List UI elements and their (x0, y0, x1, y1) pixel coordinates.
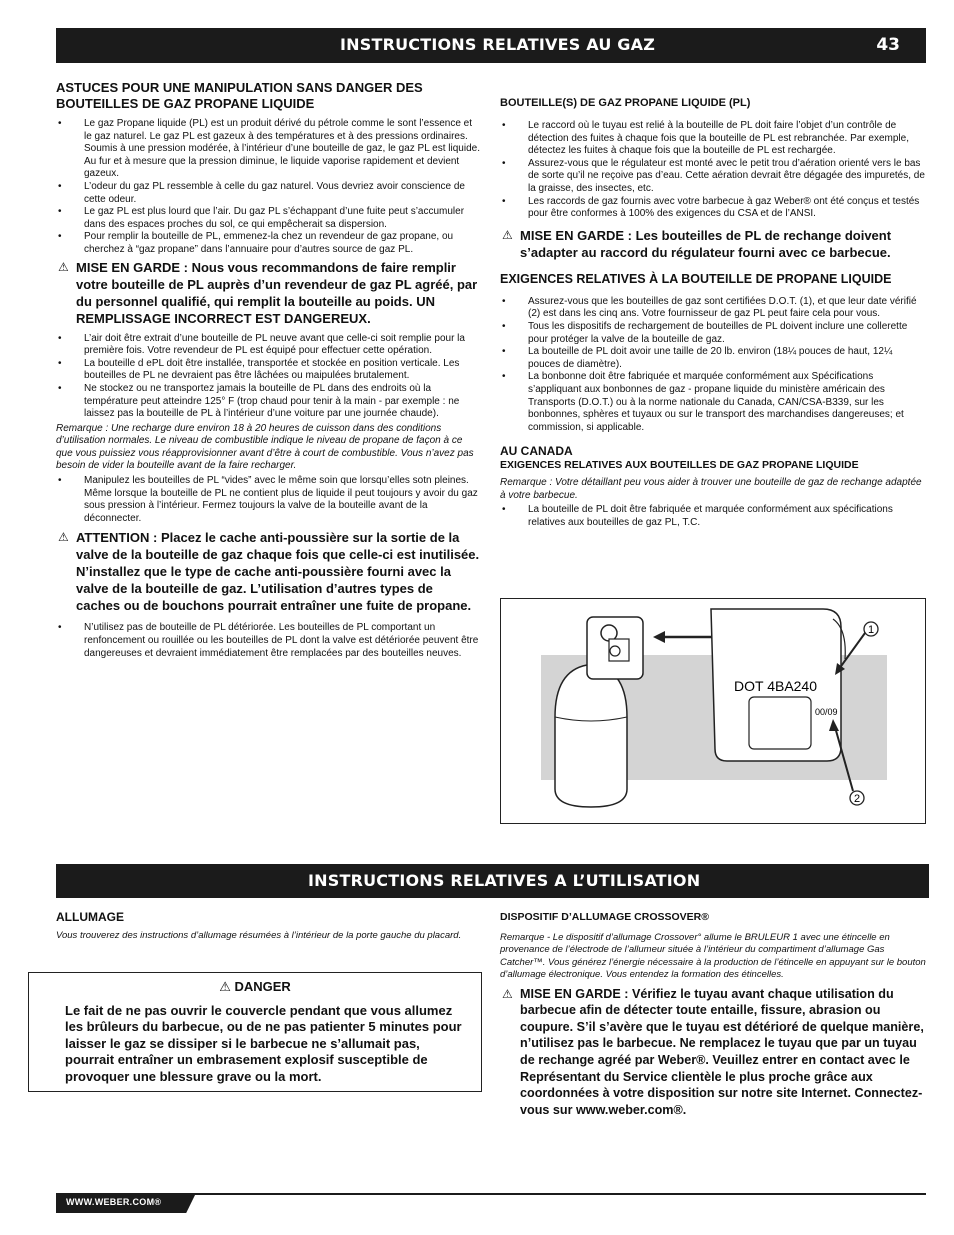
warning-hose: ⚠ MISE EN GARDE : Vérifiez le tuyau avant chaque utilisation du barbecue afin de détecter toute entaille, fissure, abrasion ou coupure. S’il s’avère que le tuyau est détérioré de quelque manière, n’utilisez pas le barbecue. Ne remplacez le tuyau que par un tuyau de rechange agréé par Weber®. Veuillez entrer en contact avec le Représentant du Service clientèle le plus proche grâce aux coordonnées à votre disposition sur notre site Internet. Connectez-vous sur www.weber.com®. (502, 986, 924, 1117)
left-column (56, 80, 480, 660)
plate-window (749, 697, 811, 749)
list-item: • Manipulez les bouteilles de PL “vides” avec le même soin que lorsqu’elles sotn pleines. Même lorsque la bouteille de PL ne contient plus de liquide il peut toujours y avoir du gaz sous pression à l’intérieur. Fermez toujours la valve de la bouteille avant de la déconnecter. (56, 475, 480, 525)
warning-icon: ⚠ (58, 259, 69, 274)
cylinder-body (555, 665, 627, 807)
usage-banner (56, 864, 929, 898)
right-column (500, 96, 926, 530)
safety-list-4 (56, 622, 480, 660)
page-number: 43 (876, 35, 900, 55)
requirements-heading: EXIGENCES RELATIVES À LA BOUTEILLE DE PROPANE LIQUIDE (500, 271, 892, 286)
safety-list-1 (56, 118, 480, 257)
footer-url: WWW.WEBER.COM® (66, 1197, 162, 1207)
arrow-head (653, 631, 665, 643)
usage-title: INSTRUCTIONS RELATIVES A L’UTILISATION (308, 871, 701, 890)
callout-1-number: 1 (867, 624, 875, 636)
safety-heading: ASTUCES POUR UNE MANIPULATION SANS DANGER DES BOUTEILLES DE GAZ PROPANE LIQUIDE (56, 80, 423, 111)
danger-box (28, 972, 482, 1092)
allumage-note: Vous trouverez des instructions d’allumage résumées à l’intérieur de la porte gauche du placard. (56, 930, 462, 941)
list-item: • Assurez-vous que les bouteilles de gaz sont certifiées D.O.T. (1), et que leur date vérifié (2) est dans les cinq ans. Votre fournisseur de gaz PL peut faire cela pour vous. (500, 296, 926, 321)
list-item: • Pour remplir la bouteille de PL, emmenez-la chez un revendeur de gaz propane, ou cherchez à “gaz propane” dans l’annuaire pour d’autres source de gaz PL. (56, 231, 480, 256)
canada-note: Remarque : Votre détaillant peu vous aider à trouver une bouteille de gaz de rechange adaptée à votre barbecue. (500, 477, 922, 501)
allumage-heading: ALLUMAGE (56, 910, 124, 924)
list-item: • Le gaz Propane liquide (PL) est un produit dérivé du pétrole comme le sont l’essence et le gaz naturel. Le gaz PL est gazeux à des températures et à des pressions ordinaires. Soumis à une pression modérée, à l’intérieur d’une bouteille de gaz, le gaz PL est liquide. Au fur et à mesure que la pression diminue, le liquide vaporise rapidement et devient gazeux. (56, 118, 480, 181)
warning-icon: ⚠ (502, 986, 513, 1001)
dot-label: DOT 4BA240 (734, 678, 818, 694)
list-item: • La bonbonne doit être fabriquée et marquée conformément aux Spécifications s’appliquant aux bonbonnes de gaz - propane liquide du ministère américain des Transports (D.O.T.) ou à la norme nationale du Canada, CAN/CSA-B339, sur les bonbonnes, sphères et tuyaux ou sur le transport des marchandises dangereuses; et commission, si applicable. (500, 371, 926, 434)
danger-text: Le fait de ne pas ouvrir le couvercle pendant que vous allumez les brûleurs du barbecue, ou de ne pas patienter 5 minutes pour laisser le gaz se dissiper si le barbecue ne s’allumait pas, pourrait entraîner un embrasement explosif susceptible de provoquer une blessure grave ou la mort. (65, 1003, 462, 1084)
list-item: • Assurez-vous que le régulateur est monté avec le petit trou d’aération orienté vers le bas de sorte qu’il ne reçoive pas d’eau. Cette aération devrait être dégagée des impuretés, de la graisse, des insectes, etc. (500, 158, 926, 196)
footer (56, 1193, 926, 1213)
list-item: • N’utilisez pas de bouteille de PL détériorée. Les bouteilles de PL comportant un renfoncement ou rouillée ou les bouteilles de PL dont la valve est détériorée peuvent être dangereuses et devraient immédiatement être remplacées par des bouteilles neuves. (56, 622, 480, 660)
lp-cylinder-figure (500, 598, 926, 824)
valve-outlet (610, 646, 620, 656)
list-item: • Ne stockez ou ne transportez jamais la bouteille de PL dans des endroits où la température peut atteindre 125° F (trop chaud pour tenir à la main - par exemple : ne laissez pas la bouteille de PL à l’intérieur d’une voiture par une journée chaude). (56, 383, 480, 421)
crossover-note: Remarque - Le dispositif d’allumage Crossover° allume le BRULEUR 1 avec une étincelle en provenance de l’électrode de l’allumeur située à l’intérieur du compartiment d’allumage Gas Catcher™. Vous générez l’énergie nécessaire à la production de l’étincelle en appuyant sur le bouton d’allumage électronique. Vous entendez la formation des étincelles. (500, 932, 926, 981)
safety-list-3 (56, 475, 480, 525)
warning-dust-cap: ⚠ ATTENTION : Placez le cache anti-poussière sur la sortie de la valve de la bouteille de gaz chaque fois que celle-ci est inutilisée. N’installez que le type de cache anti-poussière fourni avec la valve de la bouteille de gaz. L’utilisation d’autres types de caches ou de bouchons pourrait entraîner une fuite de propane. (58, 530, 480, 614)
canada-list (500, 504, 926, 529)
list-item: • Tous les dispositifs de rechargement de bouteilles de PL doivent inclure une collerette pour protéger la valve de la bouteille de gaz. (500, 321, 926, 346)
list-item: • Les raccords de gaz fournis avec votre barbecue à gaz Weber® ont été conçus et testés pour être conformes à 100% des exigences du CSA et de l’ANSI. (500, 196, 926, 221)
refill-note: Remarque : Une recharge dure environ 18 à 20 heures de cuisson dans des conditions d’utilisation normales. Le niveau de combustible indique le niveau de propane de façon à ce que vous puissiez vous réapprovisionner avant d’être à court de combustible. Vous n’avez pas besoin de vider la bouteille avant de la faire recharger. (56, 422, 474, 472)
canada-requirements-heading: EXIGENCES RELATIVES AUX BOUTEILLES DE GAZ PROPANE LIQUIDE (500, 459, 859, 472)
warning-refill: ⚠ MISE EN GARDE : Nous vous recommandons de faire remplir votre bouteille de PL auprès d’un revendeur de gaz PL agréé, par du personnel qualifié, qui remplit la bouteille au poids. UN REMPLISSAGE INCORRECT EST DANGEREUX. (58, 259, 478, 326)
crossover-heading: DISPOSITIF D’ALLUMAGE CROSSOVER® (500, 911, 710, 923)
list-item: • La bouteille d ePL doit être installée, transportée et stockée en position verticale. Les bouteilles de PL ne devraient pas être lâchées ou maipulées brutalement. (56, 358, 480, 383)
crossover-column (500, 910, 926, 1124)
danger-heading: ⚠ DANGER (219, 979, 291, 994)
list-item: • Le gaz PL est plus lourd que l’air. Du gaz PL s’échappant d’une fuite peut s’accumuler dans des espaces proches du sol, ce qui empêcherait sa dispersion. (56, 206, 480, 231)
list-item: • La bouteille de PL doit avoir une taille de 20 lb. environ (18¼ pouces de haut, 12¼ pouces de diamètre). (500, 346, 926, 371)
list-item: • L’odeur du gaz PL ressemble à celle du gaz naturel. Vous devriez avoir conscience de cette odeur. (56, 181, 480, 206)
list-item: • Le raccord où le tuyau est relié à la bouteille de PL doit faire l’objet d’un contrôle de détection des fuites à chaque fois que la bouteille de PL est rebranchée. Par exemple, détectez les fuites à chaque fois que la bouteille de PL est rechargée. (500, 120, 926, 158)
warning-replacement: ⚠ MISE EN GARDE : Les bouteilles de PL de rechange doivent s’adapter au raccord du régulateur fourni avec ce barbecue. (502, 227, 892, 260)
requirements-list (500, 296, 926, 435)
safety-list-2 (56, 333, 480, 421)
list-item: • La bouteille de PL doit être fabriquée et marquée conformément aux spécifications relatives aux bouteilles de gaz PL, T.C. (500, 504, 926, 529)
header-banner (56, 28, 926, 63)
page-title: INSTRUCTIONS RELATIVES AU GAZ (340, 35, 656, 54)
list-item: • L’air doit être extrait d’une bouteille de PL neuve avant que celle-ci soit remplie pour la première fois. Votre revendeur de PL est équipé pour effectuer cette opération. (56, 333, 480, 358)
allumage-column (56, 910, 480, 944)
callout-2-number: 2 (853, 793, 861, 805)
lp-cylinder-list (500, 120, 926, 221)
warning-icon: ⚠ (502, 227, 513, 242)
date-label: 00/09 (815, 707, 838, 717)
lp-cylinder-heading: BOUTEILLE(S) DE GAZ PROPANE LIQUIDE (PL) (500, 97, 751, 109)
canada-heading: AU CANADA (500, 444, 573, 459)
warning-icon: ⚠ (58, 530, 69, 545)
cylinder-illustration (501, 599, 925, 823)
warning-icon: ⚠ (219, 979, 231, 994)
